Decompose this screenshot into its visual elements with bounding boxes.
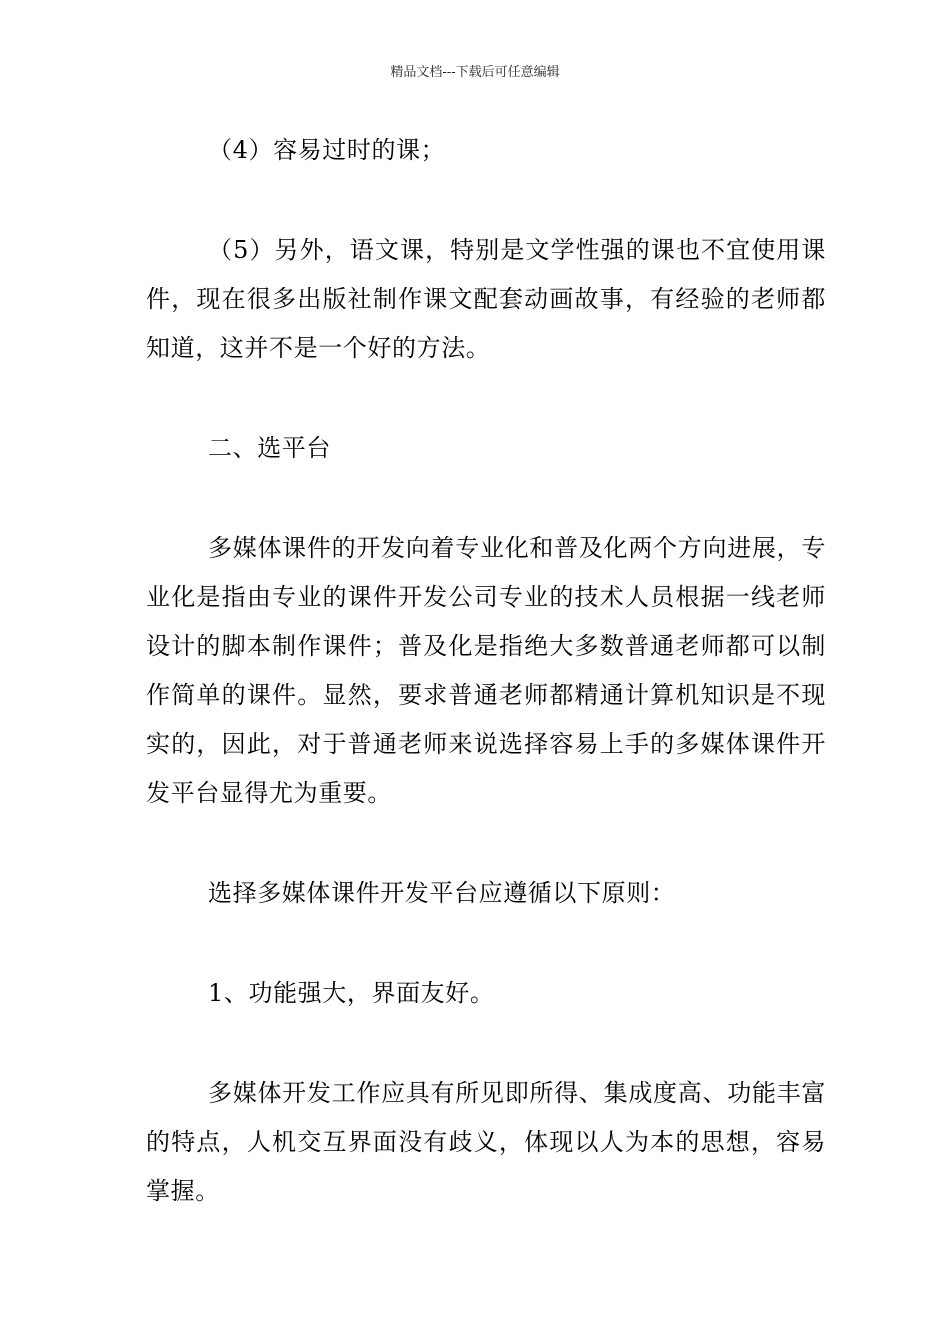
page-header: 精品文档---下载后可任意编辑 — [390, 65, 560, 80]
section-heading: 二、选平台 — [208, 434, 331, 462]
paragraph-gap — [146, 373, 826, 424]
list-item-5: （5）另外，语文课，特别是文学性强的课也不宜使用课件，现在很多出版社制作课文配套动画故事，有经验的老师都知道，这并不是一个好的方法。 — [146, 236, 826, 362]
principle-item-1: 1、功能强大，界面友好。 — [208, 979, 495, 1007]
body-paragraph: 多媒体开发工作应具有所见即所得、集成度高、功能丰富的特点，人机交互界面没有歧义，体现以人为本的思想，容易掌握。 — [146, 1079, 826, 1205]
principles-intro: 选择多媒体课件开发平台应遵循以下原则： — [208, 879, 676, 907]
list-item-4: （4）容易过时的课； — [208, 136, 446, 164]
paragraph-gap — [146, 175, 826, 226]
body-paragraph: 多媒体课件的开发向着专业化和普及化两个方向进展，专业化是指由专业的课件开发公司专业的技术人员根据一线老师设计的脚本制作课件；普及化是指绝大多数普通老师都可以制作简单的课件。显然，要求普通老师都精通计算机知识是不现实的，因此，对于普通老师来说选择容易上手的多媒体课件开发平台显得尤为重要。 — [146, 534, 826, 807]
document-body — [146, 126, 826, 1216]
paragraph-gap — [146, 818, 826, 869]
paragraph-gap — [146, 473, 826, 524]
paragraph-gap — [146, 918, 826, 969]
paragraph-gap — [146, 1018, 826, 1069]
